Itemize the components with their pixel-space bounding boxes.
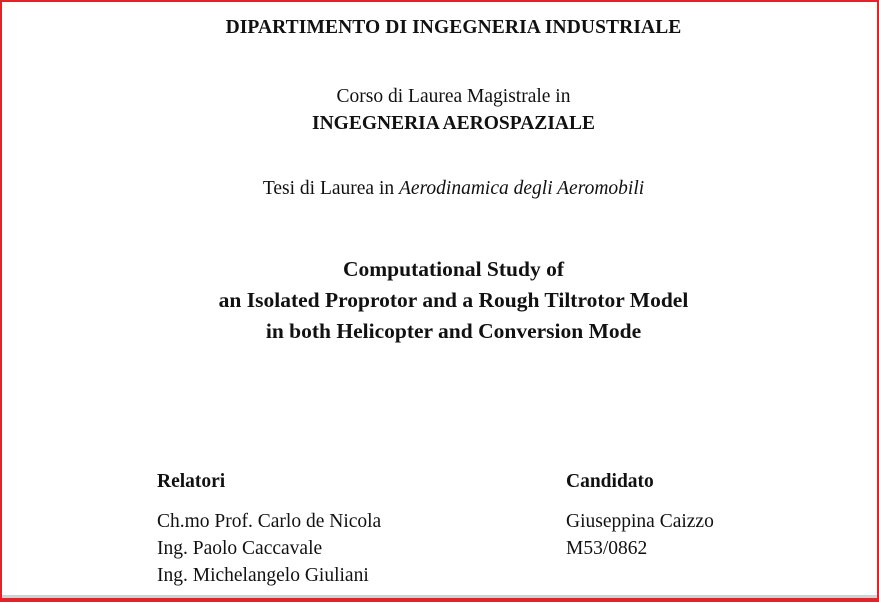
supervisors-block — [157, 469, 381, 590]
supervisor-name: Ing. Michelangelo Giuliani — [157, 565, 369, 586]
thesis-title-line-2: an Isolated Proprotor and a Rough Tiltrotor Model — [218, 288, 689, 312]
candidate-block — [566, 469, 714, 563]
candidate-id: M53/0862 — [566, 538, 648, 559]
thesis-prefix: Tesi di Laurea in — [262, 178, 395, 199]
thesis-subject: Aerodinamica degli Aeromobili — [399, 178, 645, 199]
thesis-subject-line — [14, 178, 879, 200]
thesis-title-line-3: in both Helicopter and Conversion Mode — [265, 319, 642, 343]
supervisor-name: Ing. Paolo Caccavale — [157, 538, 323, 559]
candidate-heading: Candidato — [566, 471, 654, 492]
supervisor-name: Ch.mo Prof. Carlo de Nicola — [157, 511, 382, 532]
department-name: DIPARTIMENTO DI INGEGNERIA INDUSTRIALE — [225, 17, 682, 38]
course-line: Corso di Laurea Magistrale in — [336, 86, 571, 107]
thesis-title-line-1: Computational Study of — [342, 257, 564, 281]
supervisors-heading: Relatori — [157, 471, 226, 492]
course-program: INGEGNERIA AEROSPAZIALE — [312, 113, 595, 134]
candidate-name: Giuseppina Caizzo — [566, 511, 714, 532]
